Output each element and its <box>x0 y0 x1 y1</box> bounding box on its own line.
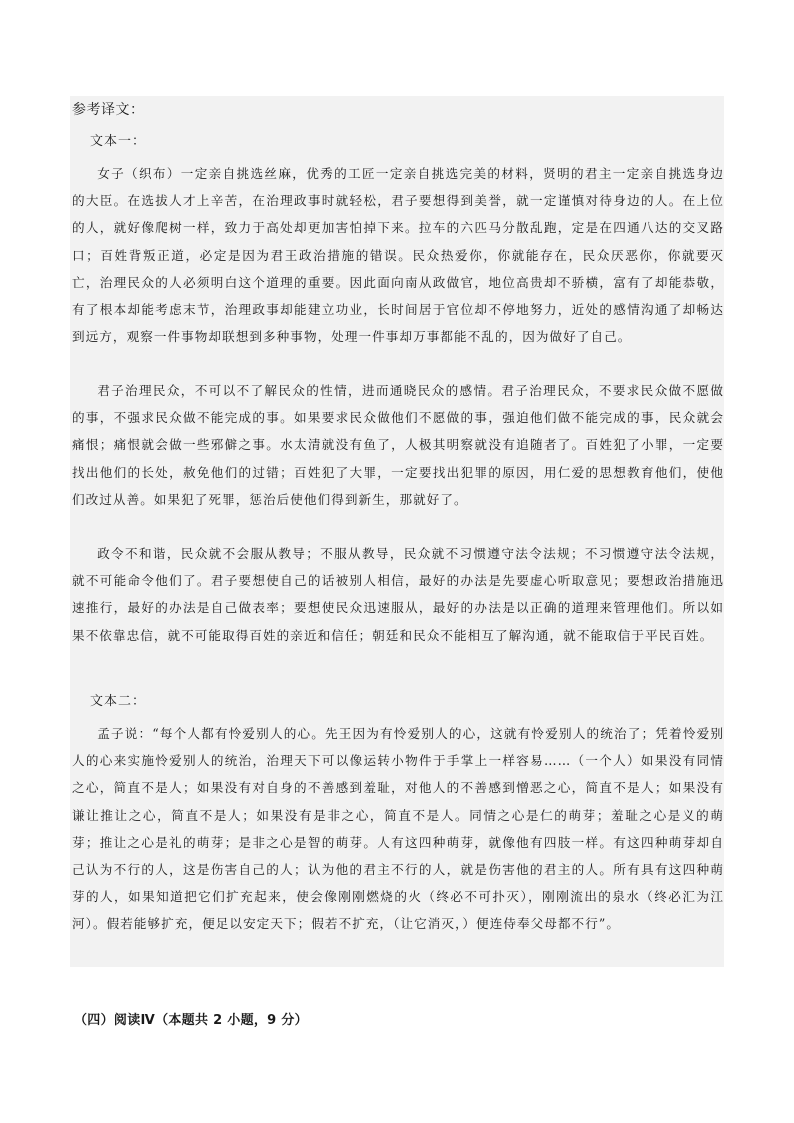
text2-paragraph: 孟子说：“每个人都有怜爱别人的心。先王因为有怜爱别人的心，这就有怜爱别人的统治了；凭着怜爱别人的心来实施怜爱别人的统治，治理天下可以像运转小物件于手掌上一样容易……（一个人）如果没有同情之心，简直不是人；如果没有对自身的不善感到羞耻，对他人的不善感到憎恶之心，简直不是人；如果没有谦让推让之心，简直不是人；如果没有是非之心，简直不是人。同情之心是仁的萌芽；羞耻之心是义的萌芽；推让之心是礼的萌芽；是非之心是智的萌芽。人有这四种萌芽，就像他有四肢一样。有这四种萌芽却自己认为不行的人，这是伤害自己的人；认为他的君主不行的人，就是伤害他的君主的人。所有具有这四种萌芽的人，如果知道把它们扩充起来，使会像刚刚燃烧的火（终必不可扑灭），刚刚流出的泉水（终必汇为江河）。假若能够扩充，便足以安定天下；假若不扩充，（让它消灭，）便连侍奉父母都不行”。 <box>72 726 724 932</box>
text1-paragraph-3: 政令不和谐，民众就不会服从教导；不服从教导，民众就不习惯遵守法令法规；不习惯遵守法令法规，就不可能命令他们了。君子要想使自己的话被别人相信，最好的办法是先要虚心听取意见；要想政治措施迅速推行，最好的办法是自己做表率；要想使民众迅速服从，最好的办法是以正确的道理来管理他们。所以如果不依靠忠信，就不可能取得百姓的亲近和信任；朝廷和民众不能相互了解沟通，就不能取信于平民百姓。 <box>72 546 724 643</box>
text1-paragraph-1: 女子（织布）一定亲自挑选丝麻，优秀的工匠一定亲自挑选完美的材料，贤明的君主一定亲自挑选身边的大臣。在选拔人才上辛苦，在治理政事时就轻松，君子要想得到美誉，就一定谨慎对待身边的人。在上位的人，就好像爬树一样，致力于高处却更加害怕掉下来。拉车的六匹马分散乱跑，定是在四通八达的交叉路口；百姓背叛正道，必定是因为君王政治措施的错误。民众热爱你，你就能存在，民众厌恶你，你就要灭亡，治理民众的人必须明白这个道理的重要。因此面向南从政做官，地位高贵却不骄横，富有了却能恭敬，有了根本却能考虑末节，治理政事却能建立功业，长时间居于官位却不停地努力，近处的感情沟通了却畅达到远方，观察一件事物却联想到多种事物，处理一件事却万事都能不乱的，因为做好了自己。 <box>72 166 724 345</box>
text1-paragraph-2: 君子治理民众，不可以不了解民众的性情，进而通晓民众的感情。君子治理民众，不要求民众做不愿做的事，不强求民众做不能完成的事。如果要求民众做他们不愿做的事，强迫他们做不能完成的事，民众就会痛恨；痛恨就会做一些邪僻之事。水太清就没有鱼了，人极其明察就没有追随者了。百姓犯了小罪，一定要找出他们的长处，赦免他们的过错；百姓犯了大罪，一定要找出犯罪的原因，用仁爱的思想教育他们，使他们改过从善。如果犯了死罪，惩治后使他们得到新生，那就好了。 <box>72 383 724 507</box>
text2-label: 文本二： <box>90 694 147 709</box>
translation-heading: 参考译文： <box>72 102 145 118</box>
text1-label: 文本一： <box>90 134 147 149</box>
section-title: （四）阅读Ⅳ（本题共 2 小题，9 分） <box>74 1013 308 1028</box>
